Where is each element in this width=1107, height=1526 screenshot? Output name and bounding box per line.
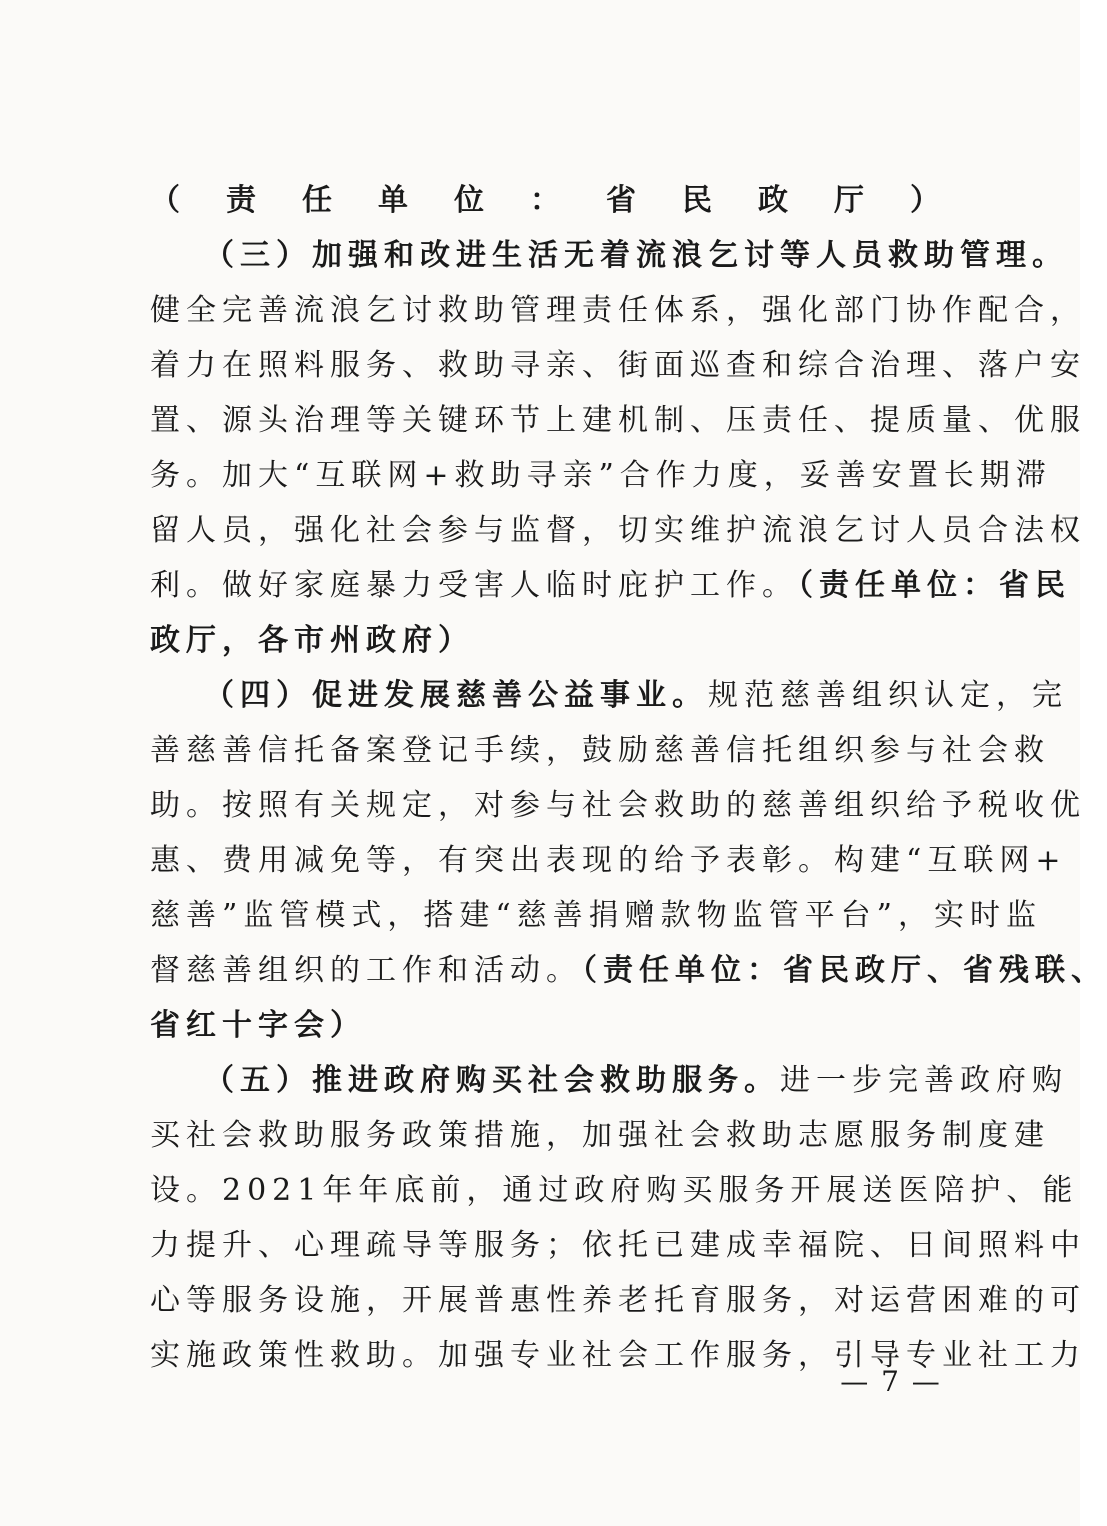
- text-run: 慈善”监管模式，搭建“慈善捐赠款物监管平台”，实时监: [150, 898, 1043, 933]
- text-line-8: [150, 559, 1071, 613]
- responsibility-unit: 政厅，各市州政府）: [150, 623, 474, 658]
- text-line-7: [150, 504, 1086, 558]
- text-line-16: [150, 999, 946, 1053]
- text-line-21: [150, 1274, 1086, 1328]
- text-line-19: [150, 1164, 1079, 1218]
- text-line-3: [150, 284, 1086, 338]
- text-run: 着力在照料服务、救助寻亲、街面巡查和综合治理、落户安: [150, 348, 1086, 383]
- page-number: — 7 —: [840, 1365, 942, 1398]
- text-run: 心等服务设施，开展普惠性养老托育服务，对运营困难的可: [150, 1283, 1086, 1318]
- text-line-13: [150, 834, 1067, 888]
- text-run: 实施政策性救助。加强专业社会工作服务，引导专业社工力: [150, 1338, 1086, 1373]
- text-line-12: [150, 779, 1086, 833]
- text-run: 留人员，强化社会参与监督，切实维护流浪乞讨人员合法权: [150, 513, 1086, 548]
- responsibility-unit: 省红十字会）: [150, 1008, 366, 1043]
- text-run: 健全完善流浪乞讨救助管理责任体系，强化部门协作配合，: [150, 293, 1086, 328]
- text-run: 务。加大“互联网+救助寻亲”合作力度，妥善安置长期滞: [150, 458, 1052, 493]
- text-line-5: [150, 394, 1086, 448]
- text-run: 设。2021年年底前，通过政府购买服务开展送医陪护、能: [150, 1173, 1079, 1208]
- text-line-14: [150, 889, 1043, 943]
- text-run: 力提升、心理疏导等服务；依托已建成幸福院、日间照料中: [150, 1228, 1086, 1263]
- text-run: 督慈善组织的工作和活动。: [150, 953, 582, 988]
- text-line-9: [150, 614, 946, 668]
- text-line-15: [150, 944, 1107, 998]
- text-line-20: [150, 1219, 1086, 1273]
- text-line-22: [150, 1329, 1086, 1383]
- text-run: 置、源头治理等关键环节上建机制、压责任、提质量、优服: [150, 403, 1086, 438]
- responsibility-unit: （责任单位：省民: [798, 568, 1071, 603]
- text-line-6: [150, 449, 1052, 503]
- text-line-11: [150, 724, 1050, 778]
- text-run: 规范慈善组织认定，完: [708, 678, 1068, 713]
- text-run: 进一步完善政府购: [780, 1063, 1068, 1098]
- text-line-10: [150, 669, 1068, 723]
- text-run: 惠、费用减免等，有突出表现的给予表彰。构建“互联网+: [150, 843, 1067, 878]
- section-heading-4: （四）促进发展慈善公益事业。: [204, 678, 708, 713]
- text-run: 助。按照有关规定，对参与社会救助的慈善组织给予税收优: [150, 788, 1086, 823]
- section-heading-3: （三）加强和改进生活无着流浪乞讨等人员救助管理。: [204, 238, 1068, 273]
- responsibility-unit: （责任单位：省民政厅、省残联、: [582, 953, 1107, 988]
- text-line-18: [150, 1109, 1050, 1163]
- text-run: 利。做好家庭暴力受害人临时庇护工作。: [150, 568, 798, 603]
- text-line-1: [150, 174, 946, 228]
- text-line-2: [150, 229, 1068, 283]
- text-run: 善慈善信托备案登记手续，鼓励慈善信托组织参与社会救: [150, 733, 1050, 768]
- text-run: （责任单位：省民政厅）: [150, 183, 946, 218]
- text-line-4: [150, 339, 1086, 393]
- text-run: 买社会救助服务政策措施，加强社会救助志愿服务制度建: [150, 1118, 1050, 1153]
- text-line-17: [150, 1054, 1068, 1108]
- section-heading-5: （五）推进政府购买社会救助服务。: [204, 1063, 780, 1098]
